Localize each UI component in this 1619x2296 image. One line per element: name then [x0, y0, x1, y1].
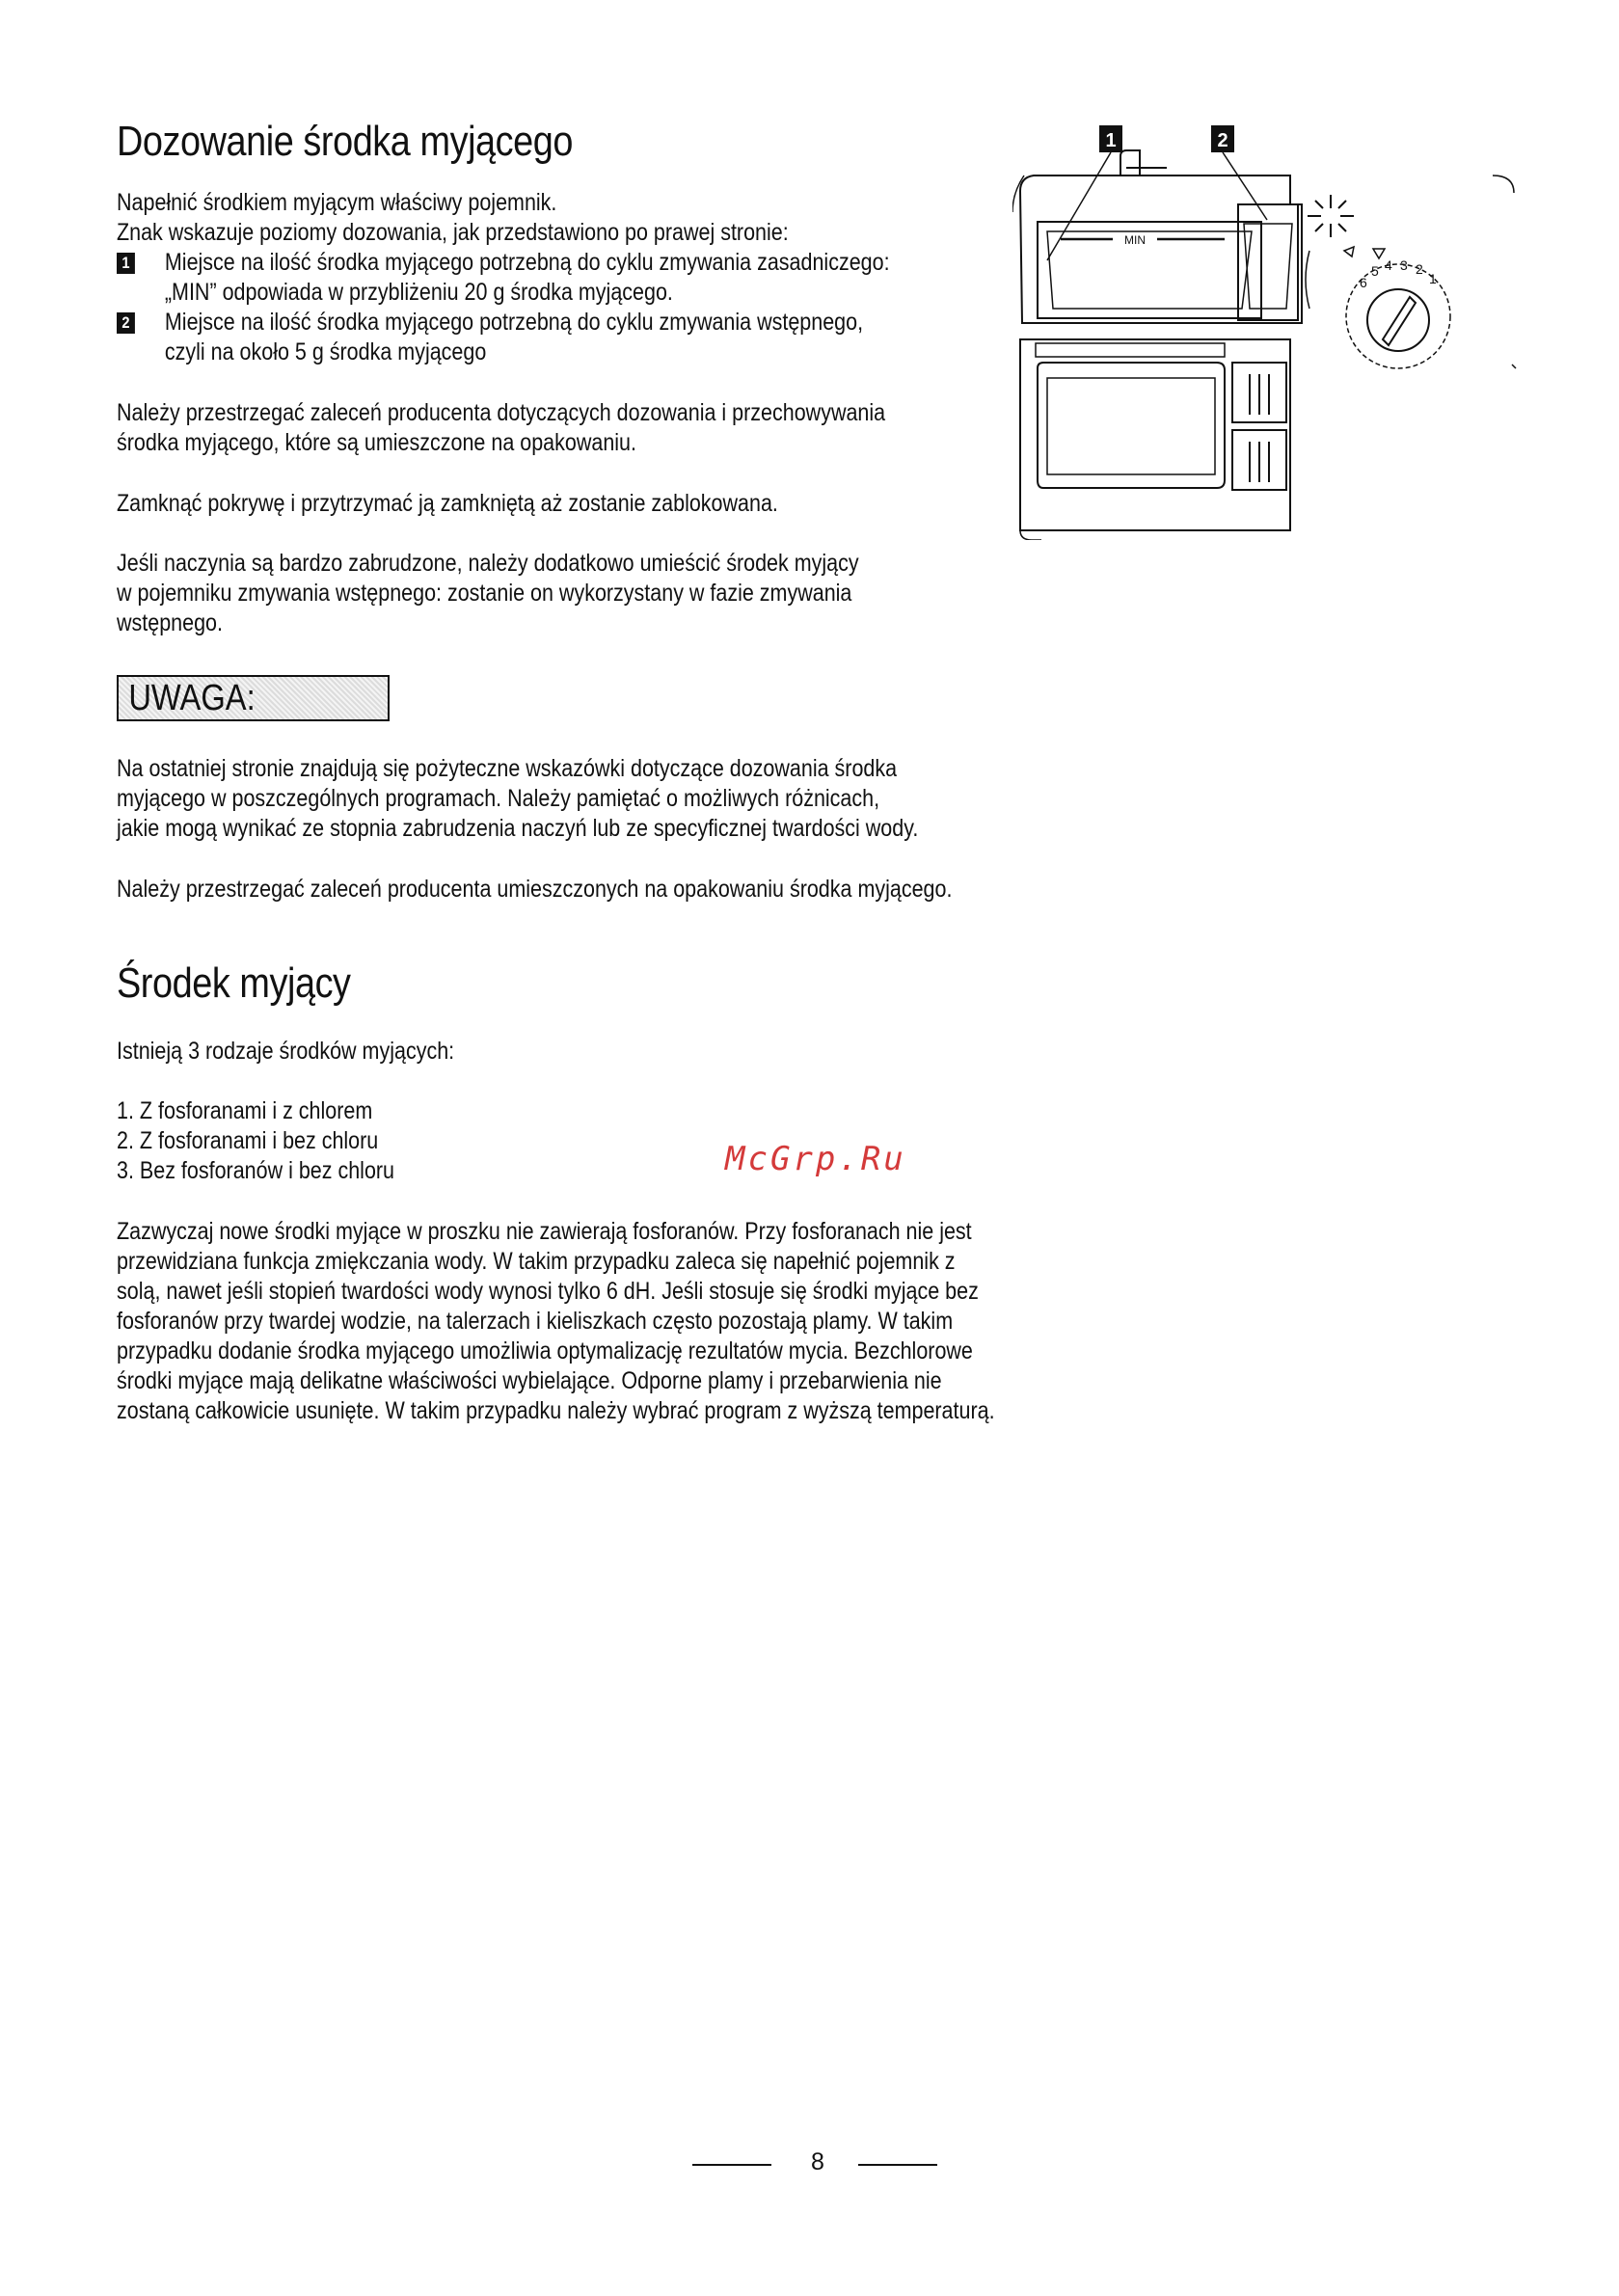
paragraph-line: solą, nawet jeśli stopień twardości wody wynosi tylko 6 dH. Jeśli stosuje się środki myjące bez: [117, 1278, 979, 1305]
paragraph-line: wstępnego.: [117, 609, 223, 636]
watermark-link[interactable]: McGrp.Ru: [725, 1140, 906, 1178]
dial-number: 5: [1371, 263, 1379, 279]
dispenser-diagram: [1012, 116, 1524, 540]
dial-number: 4: [1385, 257, 1392, 273]
diagram-marker-1: 1: [1105, 130, 1117, 151]
intro-line: Znak wskazuje poziomy dozowania, jak przedstawiono po prawej stronie:: [117, 219, 789, 246]
dial-number: 2: [1416, 261, 1423, 277]
detergent-paragraph: [117, 1217, 995, 1426]
dosing-item-1: [117, 248, 890, 308]
dispenser-body-outline: [1020, 176, 1302, 323]
item-line: „MIN” odpowiada w przybliżeniu 20 g środka myjącego.: [164, 279, 673, 306]
footer-dash-left: [692, 2164, 771, 2166]
page-number: 8: [811, 2148, 824, 2175]
marker-1-badge: 1: [117, 253, 135, 274]
paragraph-line: Zazwyczaj nowe środki myjące w proszku nie zawierają fosforanów. Przy fosforanach nie jest: [117, 1218, 972, 1245]
lower-body-outline: [1020, 339, 1290, 530]
dial-number: 1: [1429, 271, 1437, 286]
detergent-intro: [117, 1037, 454, 1067]
paragraph-line: Należy przestrzegać zaleceń producenta dotyczących dozowania i przechowywania: [117, 399, 886, 426]
paragraph-line: przewidziana funkcja zmiękczania wody. W takim przypadku zaleca się napełnić pojemnik z: [117, 1248, 956, 1275]
diagram-marker-2: 2: [1217, 130, 1228, 151]
section-title-dosing: Dozowanie środka myjącego: [117, 118, 574, 165]
detergent-types-list: [117, 1096, 394, 1186]
min-level-label: MIN: [1124, 233, 1146, 247]
paragraph-line: Zamknąć pokrywę i przytrzymać ją zamkniętą aż zostanie zablokowana.: [117, 490, 778, 517]
paragraph-line: środka myjącego, które są umieszczone na opakowaniu.: [117, 429, 636, 456]
paragraph-line: Jeśli naczynia są bardzo zabrudzone, należy dodatkowo umieścić środek myjący: [117, 550, 859, 577]
item-line: Miejsce na ilość środka myjącego potrzebną do cyklu zmywania wstępnego,: [164, 309, 864, 336]
uwaga-box: [117, 675, 390, 721]
dosing-item-2: [117, 308, 890, 367]
uwaga-label: UWAGA:: [128, 678, 256, 718]
paragraph-line: fosforanów przy twardej wodzie, na talerzach i kieliszkach często pozostają plamy. W takim: [117, 1308, 954, 1335]
item-line: Miejsce na ilość środka myjącego potrzebną do cyklu zmywania zasadniczego:: [164, 249, 890, 276]
section-title-detergent: Środek myjący: [117, 959, 351, 1007]
dosing-paragraph-prewash: [117, 549, 859, 638]
paragraph-line: zostaną całkowicie usunięte. W takim przypadku należy wybrać program z wyższą temperaturą.: [117, 1397, 995, 1424]
paragraph-line: myjącego w poszczególnych programach. Należy pamiętać o możliwych różnicach,: [117, 785, 880, 812]
marker-2-badge: 2: [117, 312, 135, 334]
list-item: 3. Bez fosforanów i bez chloru: [117, 1157, 395, 1184]
uwaga-paragraph-manufacturer: [117, 875, 952, 905]
list-item: 1. Z fosforanami i z chlorem: [117, 1097, 373, 1124]
dosing-paragraph-storage: [117, 398, 885, 458]
item-line: czyli na około 5 g środka myjącego: [164, 338, 487, 365]
paragraph-line: środki myjące mają delikatne właściwości wybielające. Odporne plamy i przebarwienia nie: [117, 1367, 942, 1394]
main-compartment: [1038, 222, 1261, 318]
paragraph-line: Należy przestrzegać zaleceń producenta umieszczonych na opakowaniu środka myjącego.: [117, 876, 953, 903]
footer-dash-right: [858, 2164, 937, 2166]
dosing-intro: [117, 188, 890, 367]
uwaga-paragraph-tips: [117, 754, 918, 844]
page-footer: [692, 2148, 943, 2187]
dial-number: 3: [1400, 257, 1408, 273]
paragraph-line: jakie mogą wynikać ze stopnia zabrudzenia naczyń lub ze specyficznej twardości wody.: [117, 815, 919, 842]
paragraph-line: Na ostatniej stronie znajdują się pożyteczne wskazówki dotyczące dozowania środka: [117, 755, 898, 782]
list-item: 2. Z fosforanami i bez chloru: [117, 1127, 379, 1154]
dosing-paragraph-close-lid: [117, 489, 778, 519]
paragraph-line: w pojemniku zmywania wstępnego: zostanie on wykorzystany w fazie zmywania: [117, 580, 852, 607]
paragraph-line: przypadku dodanie środka myjącego umożliwia optymalizację rezultatów mycia. Bezchlorowe: [117, 1337, 973, 1364]
paragraph-line: Istnieją 3 rodzaje środków myjących:: [117, 1038, 455, 1065]
intro-line: Napełnić środkiem myjącym właściwy pojemnik.: [117, 189, 557, 216]
dial-number: 6: [1360, 275, 1367, 290]
